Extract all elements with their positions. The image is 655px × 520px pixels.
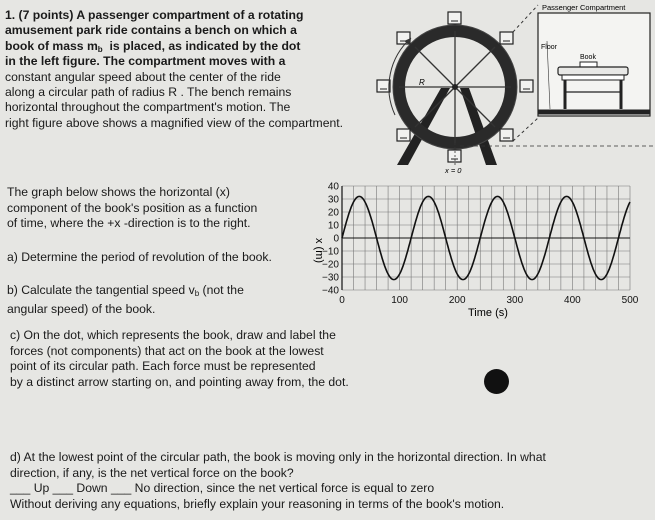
question-a: a) Determine the period of revolution of the book. bbox=[7, 250, 272, 264]
x-origin-label: x = 0 bbox=[445, 166, 462, 175]
intro-line-2: amusement park ride contains a bench on which a bbox=[5, 23, 297, 38]
question-d bbox=[10, 450, 546, 512]
question-b-line-2: angular speed) of the book. bbox=[7, 301, 156, 316]
question-d-line-1: d) At the lowest point of the circular path, the book is moving only in the horizontal direction. In what bbox=[10, 450, 546, 464]
graph-intro bbox=[7, 185, 257, 232]
question-d-line-4: Without deriving any equations, briefly explain your reasoning in terms of the book's motion. bbox=[10, 496, 505, 511]
intro-line-3 bbox=[5, 39, 343, 54]
question-c bbox=[10, 328, 349, 390]
graph-intro-line-2: component of the book's position as a function bbox=[7, 200, 258, 215]
intro-line-7: horizontal throughout the compartment's motion. The bbox=[5, 100, 291, 115]
x-tick-label: 300 bbox=[506, 295, 524, 306]
y-tick-label: 10 bbox=[327, 220, 339, 232]
zoom-line-top bbox=[513, 5, 538, 32]
x-tick-label: 400 bbox=[564, 295, 581, 306]
y-tick-label: 40 bbox=[327, 181, 339, 193]
y-tick-label: 20 bbox=[327, 207, 339, 219]
question-c-line-2: forces (not components) that act on the book at the lowest bbox=[10, 343, 324, 358]
book-label: Book bbox=[580, 54, 596, 61]
problem-intro bbox=[5, 8, 343, 131]
intro-line-5: constant angular speed about the center of the ride bbox=[5, 69, 281, 84]
wheel-hub bbox=[452, 84, 458, 90]
x-tick-label: 500 bbox=[621, 295, 639, 306]
question-c-line-3: point of its circular path. Each force must be represented bbox=[10, 359, 316, 374]
bench-seat bbox=[558, 67, 628, 75]
question-d-answer-options[interactable]: ___ Up ___ Down ___ No direction, since the net vertical force is equal to zero bbox=[10, 481, 435, 496]
radius-label: R bbox=[419, 78, 425, 87]
intro-line-8: right figure above shows a magnified view of the compartment. bbox=[5, 115, 344, 130]
intro-line-4: in the left figure. The compartment moves with a bbox=[5, 54, 286, 69]
intro-line-1: 1. (7 points) A passenger compartment of a rotating bbox=[5, 8, 304, 22]
x-axis-label: Time (s) bbox=[468, 307, 508, 319]
ride-figure bbox=[375, 0, 655, 180]
book bbox=[580, 62, 597, 67]
mass-label: book of mass m bbox=[5, 38, 98, 53]
chart-axes bbox=[342, 186, 630, 290]
x-tick-label: 100 bbox=[391, 295, 408, 306]
question-d-line-2: direction, if any, is the net vertical force on the book? bbox=[10, 465, 294, 480]
y-tick-label: 30 bbox=[327, 194, 339, 206]
y-tick-label: −30 bbox=[322, 272, 339, 284]
question-c-line-1: c) On the dot, which represents the book, draw and label the bbox=[10, 328, 336, 342]
y-axis-label: x (m) bbox=[313, 238, 325, 264]
bench-frame bbox=[562, 75, 624, 80]
graph-intro-line-3: of time, where the +x -direction is to the right. bbox=[7, 216, 251, 231]
question-b bbox=[7, 283, 244, 317]
y-tick-label: −20 bbox=[322, 259, 339, 271]
mass-subscript: b bbox=[97, 44, 103, 54]
compartment-title: Passenger Compartment bbox=[542, 3, 626, 12]
question-b-line-1: b) Calculate the tangential speed $v_b$ (not the bbox=[7, 283, 244, 298]
y-tick-label: −10 bbox=[322, 246, 339, 258]
zoom-line-bottom bbox=[513, 118, 538, 141]
y-tick-label: 0 bbox=[333, 233, 339, 245]
question-c-line-4: by a distinct arrow starting on, and pointing away from, the dot. bbox=[10, 374, 349, 389]
mass-line-tail: is placed, as indicated by the dot bbox=[109, 38, 301, 53]
intro-line-6: along a circular path of radius R . The bench remains bbox=[5, 84, 292, 99]
y-tick-label: −40 bbox=[322, 285, 339, 297]
x-tick-label: 200 bbox=[448, 295, 466, 306]
x-tick-label: 0 bbox=[339, 295, 345, 306]
graph-intro-line-1: The graph below shows the horizontal (x) bbox=[7, 185, 230, 199]
speed-subscript: b bbox=[194, 289, 200, 298]
book-dot[interactable] bbox=[484, 369, 509, 394]
floor-label: Floor bbox=[541, 44, 557, 51]
position-time-chart bbox=[300, 180, 650, 320]
